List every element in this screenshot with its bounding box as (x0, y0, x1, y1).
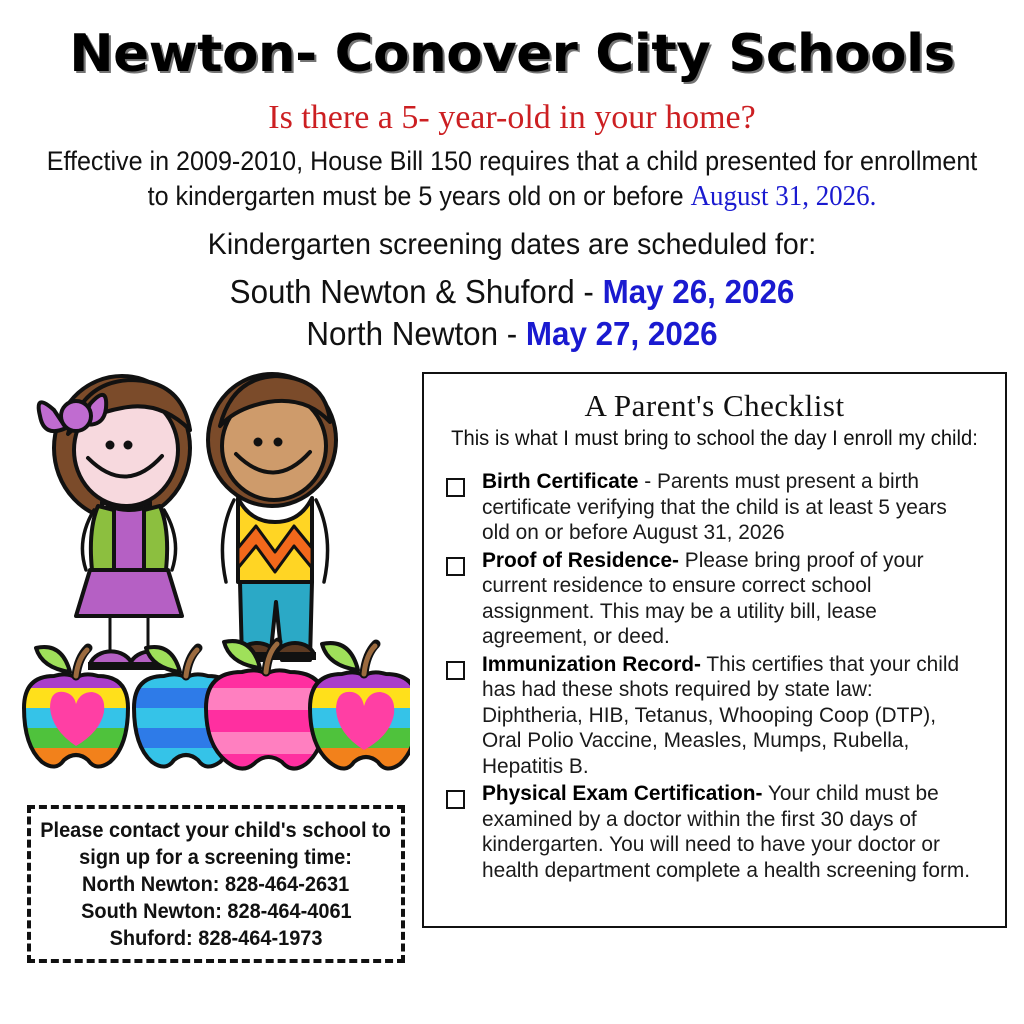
checklist-item-text (482, 781, 974, 883)
contact-south-newton-phone: South Newton: 828-464-4061 (80, 899, 352, 923)
screening-dates-heading: Kindergarten screening dates are scheduled for: (207, 228, 817, 261)
effective-paragraph-line2 (36, 180, 988, 213)
checklist-items (424, 469, 1005, 883)
checklist-item-body: Your child must be examined by a doctor within the first 30 days of kindergarten. You will need to have your doctor or health department complete a health screening form. (482, 781, 971, 882)
boy-figure (208, 374, 336, 660)
screening-date-value: May 26, 2026 (602, 273, 795, 310)
contact-north-newton-phone: North Newton: 828-464-2631 (82, 872, 350, 896)
checklist-subtitle: This is what I must bring to school the day I enroll my child: (451, 427, 978, 450)
checklist-item-label: Immunization Record- (482, 651, 701, 676)
checklist-item[interactable] (438, 548, 989, 650)
checklist-item-body: Please bring proof of your current residence to ensure correct school assignment. This may be a utility bill, lease agreement, or deed. (482, 547, 924, 648)
screening-date-row (26, 315, 999, 353)
checklist-item-text (482, 652, 974, 780)
effective-paragraph-line1: Effective in 2009-2010, House Bill 150 requires that a child presented for enrollment (46, 146, 978, 176)
screening-date-value: May 27, 2026 (525, 315, 718, 352)
parents-checklist-panel (422, 372, 1007, 928)
checklist-item[interactable] (438, 652, 989, 780)
contact-shuford-phone: Shuford: 828-464-1973 (109, 926, 323, 950)
checkbox-icon[interactable] (438, 658, 482, 684)
paragraph-prefix: to kindergarten must be 5 years old on or before (147, 181, 691, 211)
page-title: Newton- Conover City Schools (69, 24, 955, 84)
checklist-item-body: This certifies that your child has had these shots required by state law: Diphtheria, HIB, Tetanus, Whooping Coop (DTP), Oral Polio Vaccine, Measles, Mumps, Rubella, Hepatitis B. (482, 651, 960, 778)
checklist-item-text (482, 469, 974, 546)
apple-rainbow-heart-2 (306, 643, 410, 778)
children-and-apples-illustration (10, 370, 410, 790)
checklist-item[interactable] (438, 469, 989, 546)
checkbox-icon[interactable] (438, 554, 482, 580)
illustration-svg (10, 370, 410, 790)
checklist-item[interactable] (438, 781, 989, 883)
checklist-item-text (482, 548, 974, 650)
checklist-item-body: - Parents must present a birth certificate verifying that the child is at least 5 years old on or before August 31, 2026 (482, 469, 947, 544)
contact-line-2: sign up for a screening time: (79, 845, 353, 869)
checkbox-icon[interactable] (438, 787, 482, 813)
checkbox-icon[interactable] (438, 475, 482, 501)
contact-line-1: Please contact your child's school to (40, 818, 392, 842)
screening-school-label: South Newton & Shuford - (229, 273, 603, 310)
contact-info-box (27, 805, 405, 963)
girl-figure (39, 376, 190, 670)
screening-date-row (26, 273, 999, 311)
cutoff-date: August 31, 2026. (690, 180, 877, 212)
checklist-item-label: Birth Certificate (482, 469, 639, 493)
checklist-title: A Parent's Checklist (584, 388, 845, 423)
headline-question: Is there a 5- year-old in your home? (268, 99, 756, 136)
screening-school-label: North Newton - (306, 315, 526, 352)
checklist-item-label: Proof of Residence- (482, 547, 680, 572)
checklist-item-label: Physical Exam Certification- (482, 781, 763, 805)
